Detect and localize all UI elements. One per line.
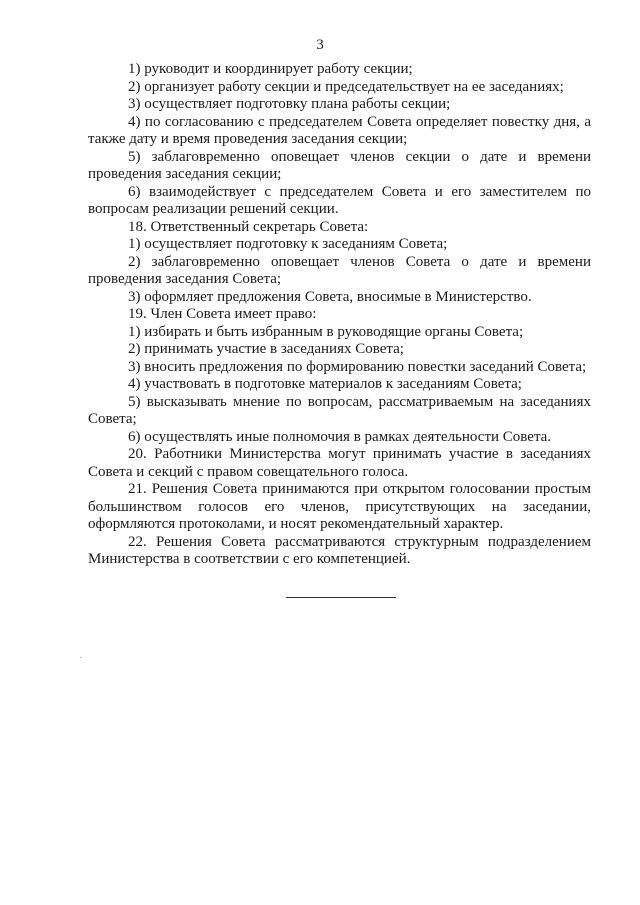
paragraph-secretary-item-3: 3) оформляет предложения Совета, вносимые в Министерство. xyxy=(128,288,532,305)
paragraph-clause-19: 19. Член Совета имеет право: xyxy=(128,306,317,322)
paragraph-clause-20: 20. Работники Министерства могут принимать участие в заседаниях Совета и секций с правом совещательного голоса. xyxy=(88,446,591,480)
paragraph-section-item-6: 6) взаимодействует с председателем Совета и его заместителем по вопросам реализации решений секции. xyxy=(88,183,591,217)
paragraph-section-item-5: 5) заблаговременно оповещает членов секции о дате и времени проведения заседания секции; xyxy=(88,148,591,182)
paragraph-member-item-6: 6) осуществлять иные полномочия в рамках деятельности Совета. xyxy=(128,428,552,445)
paragraph-secretary-item-1: 1) осуществляет подготовку к заседаниям Совета; xyxy=(128,236,448,252)
paragraph-member-item-5: 5) высказывать мнение по вопросам, рассматриваемым на заседаниях Совета; xyxy=(88,393,591,427)
paragraph-clause-18: 18. Ответственный секретарь Совета: xyxy=(128,218,369,235)
paragraph-member-item-2: 2) принимать участие в заседаниях Совета; xyxy=(128,341,404,357)
paragraph-section-item-1: 1) руководит и координирует работу секции; xyxy=(128,61,413,77)
paragraph-member-item-3: 3) вносить предложения по формированию повестки заседаний Совета; xyxy=(128,358,587,375)
paragraph-clause-22: 22. Решения Совета рассматриваются структурным подразделением Министерства в соответствии с его компетенцией. xyxy=(88,533,591,567)
document-body xyxy=(88,61,591,569)
page-number: 3 xyxy=(316,37,324,53)
paragraph-member-item-4: 4) участвовать в подготовке материалов к заседаниям Совета; xyxy=(128,376,522,392)
paragraph-section-item-2: 2) организует работу секции и председательствует на ее заседаниях; xyxy=(128,78,564,95)
paragraph-secretary-item-2: 2) заблаговременно оповещает членов Совета о дате и времени проведения заседания Совета; xyxy=(88,253,591,287)
paragraph-member-item-1: 1) избирать и быть избранным в руководящие органы Совета; xyxy=(128,323,524,340)
scan-speck xyxy=(80,657,81,658)
paragraph-section-item-3: 3) осуществляет подготовку плана работы секции; xyxy=(128,96,451,112)
paragraph-clause-21: 21. Решения Совета принимаются при открытом голосовании простым большинством голосов его членов, присутствующих на заседании, оформляются протоколами, и носят рекомендательный характер. xyxy=(88,481,591,532)
paragraph-section-item-4: 4) по согласованию с председателем Совета определяет повестку дня, а также дату и время проведения заседания секции; xyxy=(88,113,591,147)
end-separator-line xyxy=(286,597,396,598)
